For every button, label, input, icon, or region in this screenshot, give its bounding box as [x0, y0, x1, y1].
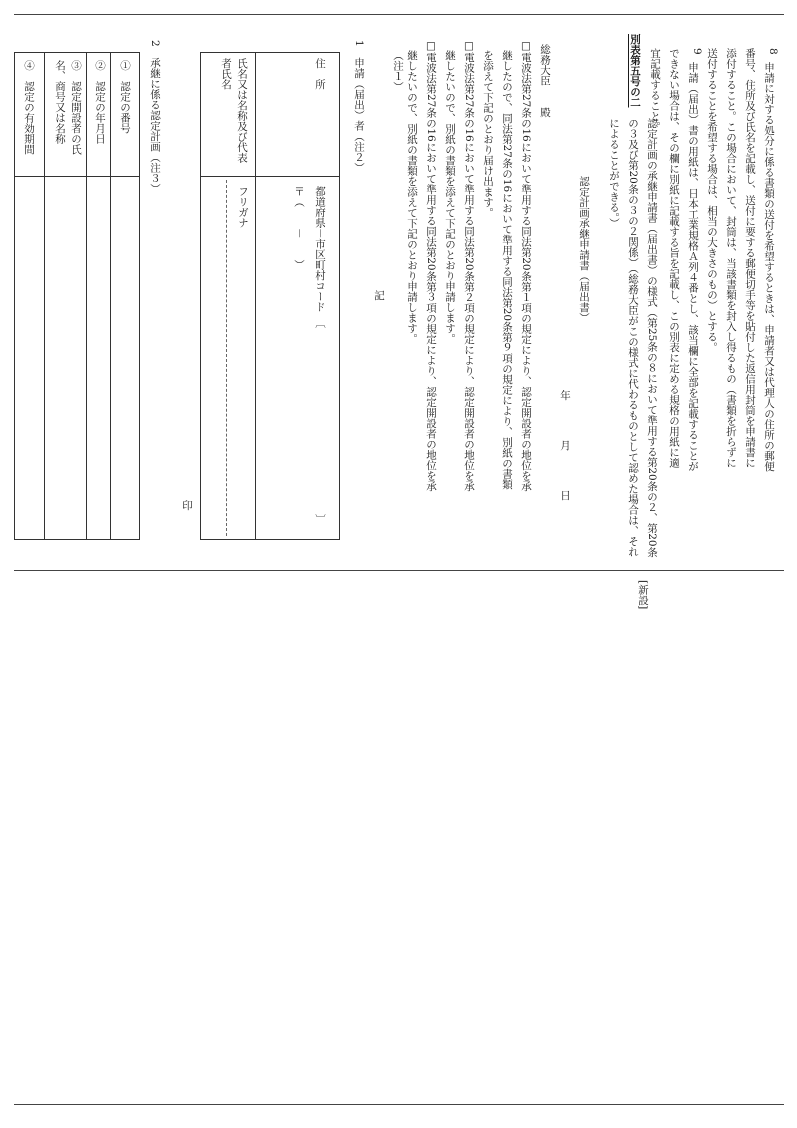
furigana-divider [226, 180, 227, 536]
instruction-8-line-3: 添付すること。この場合において、封筒は、当該書類を封入し得るもの（書類を折らずに [725, 48, 737, 468]
new-provision-tag: [新設] [637, 580, 649, 610]
check-1-line-1[interactable]: □電波法第27条の16において準用する同法第20条第１項の規定により、認定開設者の地位を承 [520, 40, 532, 492]
plan-header-divider [14, 176, 140, 177]
area-code-close: 〕 [314, 514, 326, 525]
instruction-9-line-2: できない場合は、その欄に別紙に記載する旨を記載し、この別表に定める規格の用紙に適 [668, 48, 680, 468]
seal-mark: 印 [181, 500, 193, 511]
address-field[interactable]: 〒（ － ） [293, 186, 305, 270]
plan-row-divider-3 [44, 52, 45, 540]
form-title: 別表第五号の二 [629, 34, 641, 108]
instruction-8-number: 8 [767, 48, 779, 55]
check-2-line-2: 継したいので、別紙の書類を添えて下記のとおり申請します。 [444, 50, 456, 344]
instruction-9-line-1: 申請（届出）書の用紙は、日本工業規格Ａ列４番とし、該当欄に全部を記載することが [687, 62, 699, 472]
instruction-8-line-2: 番号、住所及び氏名を記載し、送付に要する郵便切手等を貼付した返信用封筒を申請書に [744, 48, 756, 468]
bottom-rule [14, 1104, 784, 1105]
instruction-8-line-4: 送付することを希望する場合は、相当の大きさのもの）とする。 [706, 48, 718, 353]
plan-row-divider-2 [86, 52, 87, 540]
check-2-line-1[interactable]: □電波法第27条の16において準用する同法第20条第２項の規定により、認定開設者の地位を承 [463, 40, 475, 492]
applicant-header-divider [200, 176, 340, 177]
check-1-line-3: を添えて下記のとおり届け出ます。 [482, 50, 494, 218]
date-day: 日 [559, 490, 571, 501]
date-year: 年 [559, 390, 571, 401]
check-1-line-2: 継したので、同法第27条の16において準用する同法第20条第９項の規定により、別紙の書類 [501, 50, 513, 490]
top-rule [14, 14, 784, 15]
instruction-8-line-1: 申請に対する処分に係る書類の送付を希望するときは、申請者又は代理人の住所の郵便 [763, 62, 775, 472]
form-title-note: 認定計画の承継申請書（届出書）の様式（第25条の８において準用する第20条の２、第20条の３及び第20条の３の２関係）（総務大臣がこの様式に代わるものとして認めた場合は、それによることができる。） [608, 118, 658, 558]
section-2-heading: 2 承継に係る認定計画（注３） [149, 40, 161, 194]
plan-row-4-label: ④ 認定の有効期間 [23, 60, 35, 155]
mid-rule [14, 570, 784, 571]
address-label: 住 所 [314, 58, 326, 90]
plan-row-divider-1 [110, 52, 111, 540]
instruction-9-number: 9 [691, 48, 703, 55]
furigana-label: フリガナ [237, 186, 249, 228]
note-1: （注１） [392, 50, 404, 92]
form-heading: 認定計画承継申請書（届出書） [578, 176, 590, 323]
ki-mark: 記 [373, 290, 385, 301]
area-code-label: 都道府県－市区町村コード 〔 [314, 186, 326, 328]
section-1-heading: 1 申請（届出）者（注２） [353, 40, 365, 173]
instruction-9-line-3: 宜記載すること。 [649, 48, 661, 132]
plan-row-3-label: ③ 認定開設者の氏名、商号又は名称 [54, 60, 82, 155]
check-3-line-2: 継したいので、別紙の書類を添えて下記のとおり申請します。 [406, 50, 418, 344]
plan-row-1-label: ① 認定の番号 [119, 60, 131, 134]
check-3-line-1[interactable]: □電波法第27条の16において準用する同法第20条第３項の規定により、認定開設者の地位を承 [425, 40, 437, 492]
addressee: 総務大臣 殿 [539, 44, 551, 118]
name-label: 氏名又は名称及び代表者氏名 [220, 58, 248, 163]
plan-row-2-label: ② 認定の年月日 [94, 60, 106, 144]
applicant-row-divider [255, 52, 256, 540]
date-month: 月 [559, 440, 571, 451]
